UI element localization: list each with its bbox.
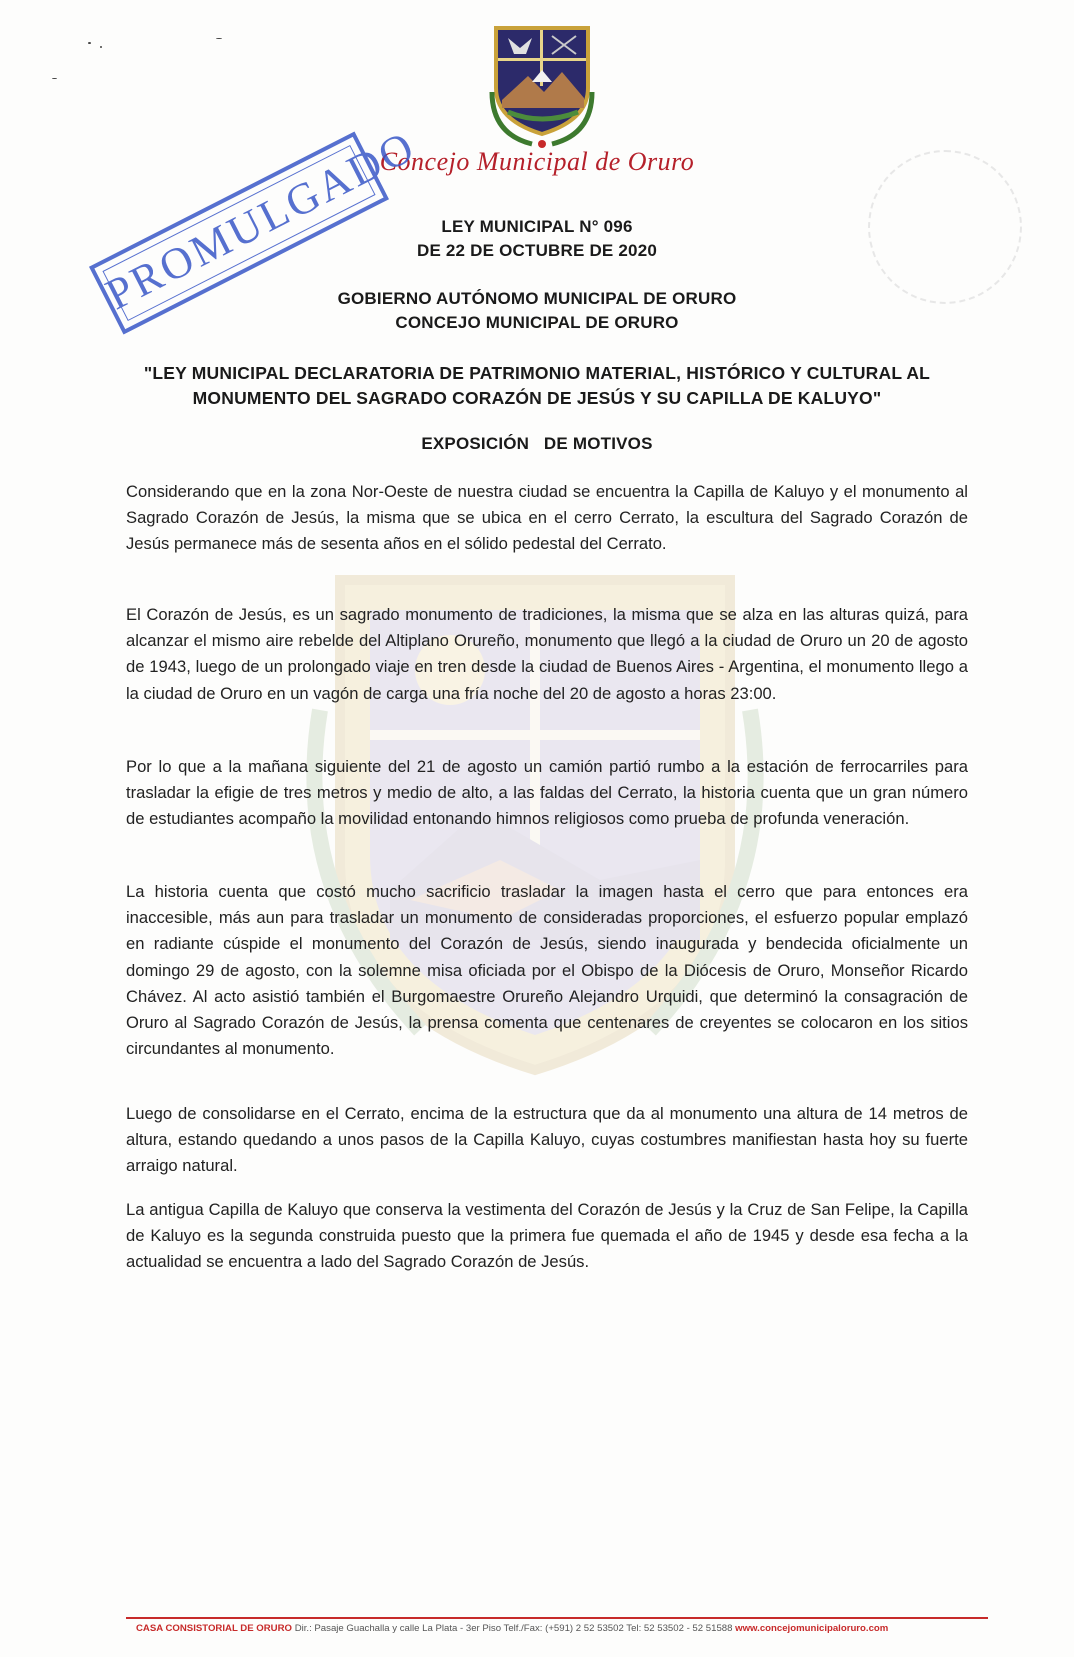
law-title-line-1: "LEY MUNICIPAL DECLARATORIA DE PATRIMONIO MATERIAL, HISTÓRICO Y CULTURAL AL — [143, 363, 931, 383]
footer — [136, 1623, 996, 1634]
municipal-crest-icon — [488, 22, 596, 150]
section-title: EXPOSICIÓN DE MOTIVOS — [421, 434, 653, 453]
footer-label: CASA CONSISTORIAL DE ORURO — [136, 1623, 293, 1634]
body-paragraph: Considerando que en la zona Nor-Oeste de nuestra ciudad se encuentra la Capilla de Kaluyo y el monumento al Sagrado Corazón de Jesús, la misma que se ubica en el cerro Cerrato, la escultura del Sagrado Corazón de Jesús permanece más de sesenta años en el sólido pedestal del Cerrato. — [126, 482, 968, 554]
body-paragraph: El Corazón de Jesús, es un sagrado monumento de tradiciones, la misma que se alza en las alturas quizá, para alcanzar el mismo aire rebelde del Altiplano Orureño, monumento que llegó a la ciudad de Oruro un 20 de agosto de 1943, luego de un prolongado viaje en tren desde la ciudad de Buenos Aires - Argentina, el monumento llego a la ciudad de Oruro en un vagón de carga una fría noche del 20 de agosto a horas 23:00. — [126, 605, 968, 703]
scan-speck — [52, 78, 57, 79]
council-heading: CONCEJO MUNICIPAL DE ORURO — [395, 313, 679, 332]
body-paragraph: La antigua Capilla de Kaluyo que conserva la vestimenta del Corazón de Jesús y la Cruz de San Felipe, la Capilla de Kaluyo es la segunda construida puesto que la primera fue quemada el año de 1945 y desde esa fecha a la actualidad se encuentra a lado del Sagrado Corazón de Jesús. — [126, 1200, 968, 1272]
footer-address: Dir.: Pasaje Guachalla y calle La Plata - 3er Piso Telf./Fax: (+591) 2 52 53502 Tel: 52 53502 - 52 51588 — [294, 1623, 733, 1634]
government-name: GOBIERNO AUTÓNOMO MUNICIPAL DE ORURO — [337, 289, 737, 308]
council-logotype: Concejo Municipal de Oruro — [379, 147, 695, 176]
scan-speck — [100, 46, 102, 48]
law-date: DE 22 DE OCTUBRE DE 2020 — [416, 241, 658, 260]
law-number: LEY MUNICIPAL N° 096 — [441, 217, 633, 236]
law-title-line-2: MONUMENTO DEL SAGRADO CORAZÓN DE JESÚS Y SU CAPILLA DE KALUYO" — [192, 388, 882, 408]
scan-speck — [216, 38, 222, 39]
body-paragraph: La historia cuenta que costó mucho sacrificio trasladar la imagen hasta el cerro que para entonces era inaccesible, más aun para trasladar un monumento de consideradas proporciones, el esfuerzo popular emplazó en radiante cúspide el monumento del Corazón de Jesús, siendo inaugurada y bendecida oficialmente un domingo 29 de agosto, con la solemne misa oficiada por el Obispo de la Diócesis de Oruro, Monseñor Ricardo Chávez. Al acto asistió también el Burgomaestre Orureño Alejandro Urquidi, que determinó la consagración de Oruro al Sagrado Corazón de Jesús, la prensa comenta que centenares de creyentes se colocaron en los sitios circundantes al monumento. — [126, 882, 968, 1059]
body-paragraph: Por lo que a la mañana siguiente del 21 de agosto un camión partió rumbo a la estación de ferrocarriles para trasladar la efigie de tres metros y medio de alto, a las faldas del Cerrato, la historia cuenta que un gran número de estudiantes acompaño la movilidad entonando himnos religiosos como prueba de profunda veneración. — [126, 757, 968, 829]
footer-website-link[interactable]: www.concejomunicipaloruro.com — [735, 1623, 889, 1634]
footer-divider — [126, 1617, 988, 1619]
body-paragraph: Luego de consolidarse en el Cerrato, encima de la estructura que da al monumento una altura de 14 metros de altura, estando quedando a unos pasos de la Capilla Kaluyo, cuyas costumbres manifiestan hasta hoy su fuerte arraigo natural. — [126, 1104, 968, 1176]
scan-speck — [88, 42, 91, 44]
promulgado-stamp: PROMULGADO — [89, 131, 389, 334]
